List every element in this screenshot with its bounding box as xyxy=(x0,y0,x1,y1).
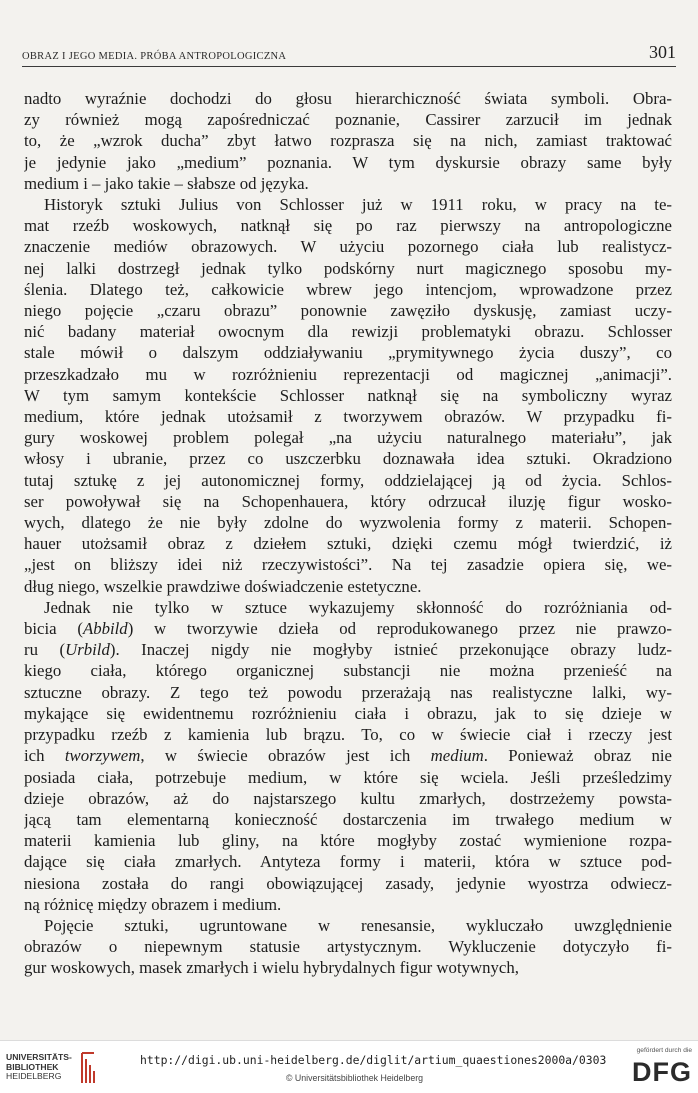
paragraph xyxy=(24,194,672,597)
text-line: hauer utożsamił obraz z dziełem sztuki, dzięki czemu mógł twierdzić, iż xyxy=(24,534,672,554)
text-line: medium, które jednak utożsamił z tworzywem obrazów. W przypadku fi- xyxy=(24,407,672,427)
text-line: bicia (Abbild) w tworzywie dzieła od reprodukowanego przez nie prawzo- xyxy=(24,619,672,639)
text-line: to, że „wzrok ducha” zbyt łatwo rozprasza się na nich, zamiast traktować xyxy=(24,131,672,151)
text-line: jącą tam elementarną konieczność dostarczenia im trwałego medium w xyxy=(24,809,672,829)
text-line: Jednak nie tylko w sztuce wykazujemy skłonność do rozróżniania od- xyxy=(44,597,672,617)
text-line: mykające się ewidentnemu rozróżnieniu ciała i obrazu, jak to się dzieje w xyxy=(24,703,672,723)
dfg-logo-icon: DFG xyxy=(632,1057,692,1087)
text-line: mat rzeźb woskowych, natknął się po raz pierwszy na antropologiczne xyxy=(24,216,672,236)
text-line: materii kamienia lub gliny, na które mogłyby zostać wymienione rozpa- xyxy=(24,831,672,851)
text-line: stale mówił o dalszym oddziaływaniu „prymitywnego życia duszy”, co xyxy=(24,343,672,363)
text-line: przypadku rzeźb z kamienia lub brązu. To, co w świecie ciał i rzeczy jest xyxy=(24,725,672,745)
text-line: kiego ciała, którego organicznej substancji nie można przenieść na xyxy=(24,661,672,681)
viewer-footer xyxy=(0,1040,698,1093)
text-line: ną różnicę między obrazem i medium. xyxy=(24,894,282,914)
text-line: znaczenie mediów obrazowych. W użyciu pozornego ciała lub realistycz- xyxy=(24,237,672,257)
paragraph xyxy=(24,597,672,915)
text-line: ser powoływał się na Schopenhauera, który odrzucał iluzję figur wosko- xyxy=(24,491,672,511)
text-line: nadto wyraźnie dochodzi do głosu hierarchiczność świata symboli. Obra- xyxy=(24,89,672,108)
text-line: W tym samym kontekście Schlosser natknął się na symboliczny wyraz xyxy=(24,385,672,405)
page-header xyxy=(22,40,676,67)
text-line: Pojęcie sztuki, ugruntowane w renesansie, wykluczało uwzględnienie xyxy=(44,915,672,935)
text-line: przeszkadzało mu w rozróżnieniu reprezentacji od magicznej „animacji”. xyxy=(24,364,672,384)
page-number: 301 xyxy=(649,42,676,62)
library-logo[interactable] xyxy=(6,1051,98,1087)
paragraph xyxy=(24,915,672,979)
text-line: niesiona została do rangi obowiązującej zasady, jedynie wyostrza odwiecz- xyxy=(24,873,672,893)
text-line: je jedynie jako „medium” poznania. W tym dyskursie obrazy same były xyxy=(24,152,672,172)
text-line: medium i – jako takie – słabsze od języka. xyxy=(24,173,309,193)
body-text xyxy=(24,88,672,979)
text-line: ślenia. Dlatego też, całkowicie wbrew jego intencjom, wprowadzone przez xyxy=(24,279,672,299)
text-line: dzieje obrazów, aż do najstarszego kultu zmarłych, dostrzeżemy powsta- xyxy=(24,788,672,808)
text-line: sztuczne obrazy. Z tego też powodu przerażają nas realistyczne lalki, wy- xyxy=(24,682,672,702)
text-line: „jest on bliższy idei niż rzeczywistości”. Na tej zasadzie opiera się, we- xyxy=(24,555,672,575)
text-line: ru (Urbild). Inaczej nigdy nie mogłyby istnieć przekonujące obrazy ludz- xyxy=(24,640,672,660)
text-line: nić badany materiał owocnym dla rewizji problematyki obrazu. Schlosser xyxy=(24,322,672,342)
dfg-caption: gefördert durch die xyxy=(636,1047,692,1054)
text-line: zy również mogą zapośredniczać poznanie, Cassirer zarzucił im jednak xyxy=(24,110,672,130)
text-line: ich tworzywem, w świecie obrazów jest ich medium. Ponieważ obraz nie xyxy=(24,746,672,766)
text-line: tutaj sztukę z jej autonomicznej formy, oddzielającej ją od życia. Schlos- xyxy=(24,470,672,490)
text-line: włosy i ubranie, przez co uszczerbku doznawała idea sztuki. Okradziono xyxy=(24,449,672,469)
text-line: gur woskowych, masek zmarłych i wielu hybrydalnych figur wotywnych, xyxy=(24,958,519,978)
text-line: Historyk sztuki Julius von Schlosser już w 1911 roku, w pracy na te- xyxy=(44,195,672,215)
text-line: gury woskowej problem polegał „na użyciu naturalnego materiału”, jak xyxy=(24,428,672,448)
text-line: nej lalki dostrzegł jednak tylko podskórny nurt magicznego sposobu my- xyxy=(24,258,672,278)
text-line: dające się ciała zmarłych. Antyteza formy i materii, która w sztuce pod- xyxy=(24,852,672,872)
running-title: OBRAZ I JEGO MEDIA. PRÓBA ANTROPOLOGICZNA xyxy=(22,51,287,62)
library-name: UNIVERSITÄTS- BIBLIOTHEK HEIDELBERG xyxy=(6,1052,72,1082)
text-line: dług niego, wszelkie prawdziwe doświadczenie estetyczne. xyxy=(24,576,422,596)
text-line: wych, dlatego że nie były zdolne do wyzwolenia formy z materii. Schopen- xyxy=(24,513,672,533)
source-url-link[interactable]: http://digi.ub.uni-heidelberg.de/diglit/artium_quaestiones2000a/0303 xyxy=(140,1053,607,1067)
dfg-funding-logo[interactable] xyxy=(616,1047,692,1089)
library-emblem-icon xyxy=(78,1051,98,1085)
text-line: niego pojęcie „czaru obrazu” ponownie zawęziło dyskusję, zamiast uczy- xyxy=(24,301,672,321)
copyright-notice: © Universitätsbibliothek Heidelberg xyxy=(286,1073,424,1083)
text-line: obrazów o niepewnym statusie artystycznym. Wykluczenie dotyczyło fi- xyxy=(24,937,672,957)
paragraph xyxy=(24,88,672,194)
text-line: posiada ciała, potrzebuje medium, w które się wciela. Jeśli prześledzimy xyxy=(24,767,672,787)
